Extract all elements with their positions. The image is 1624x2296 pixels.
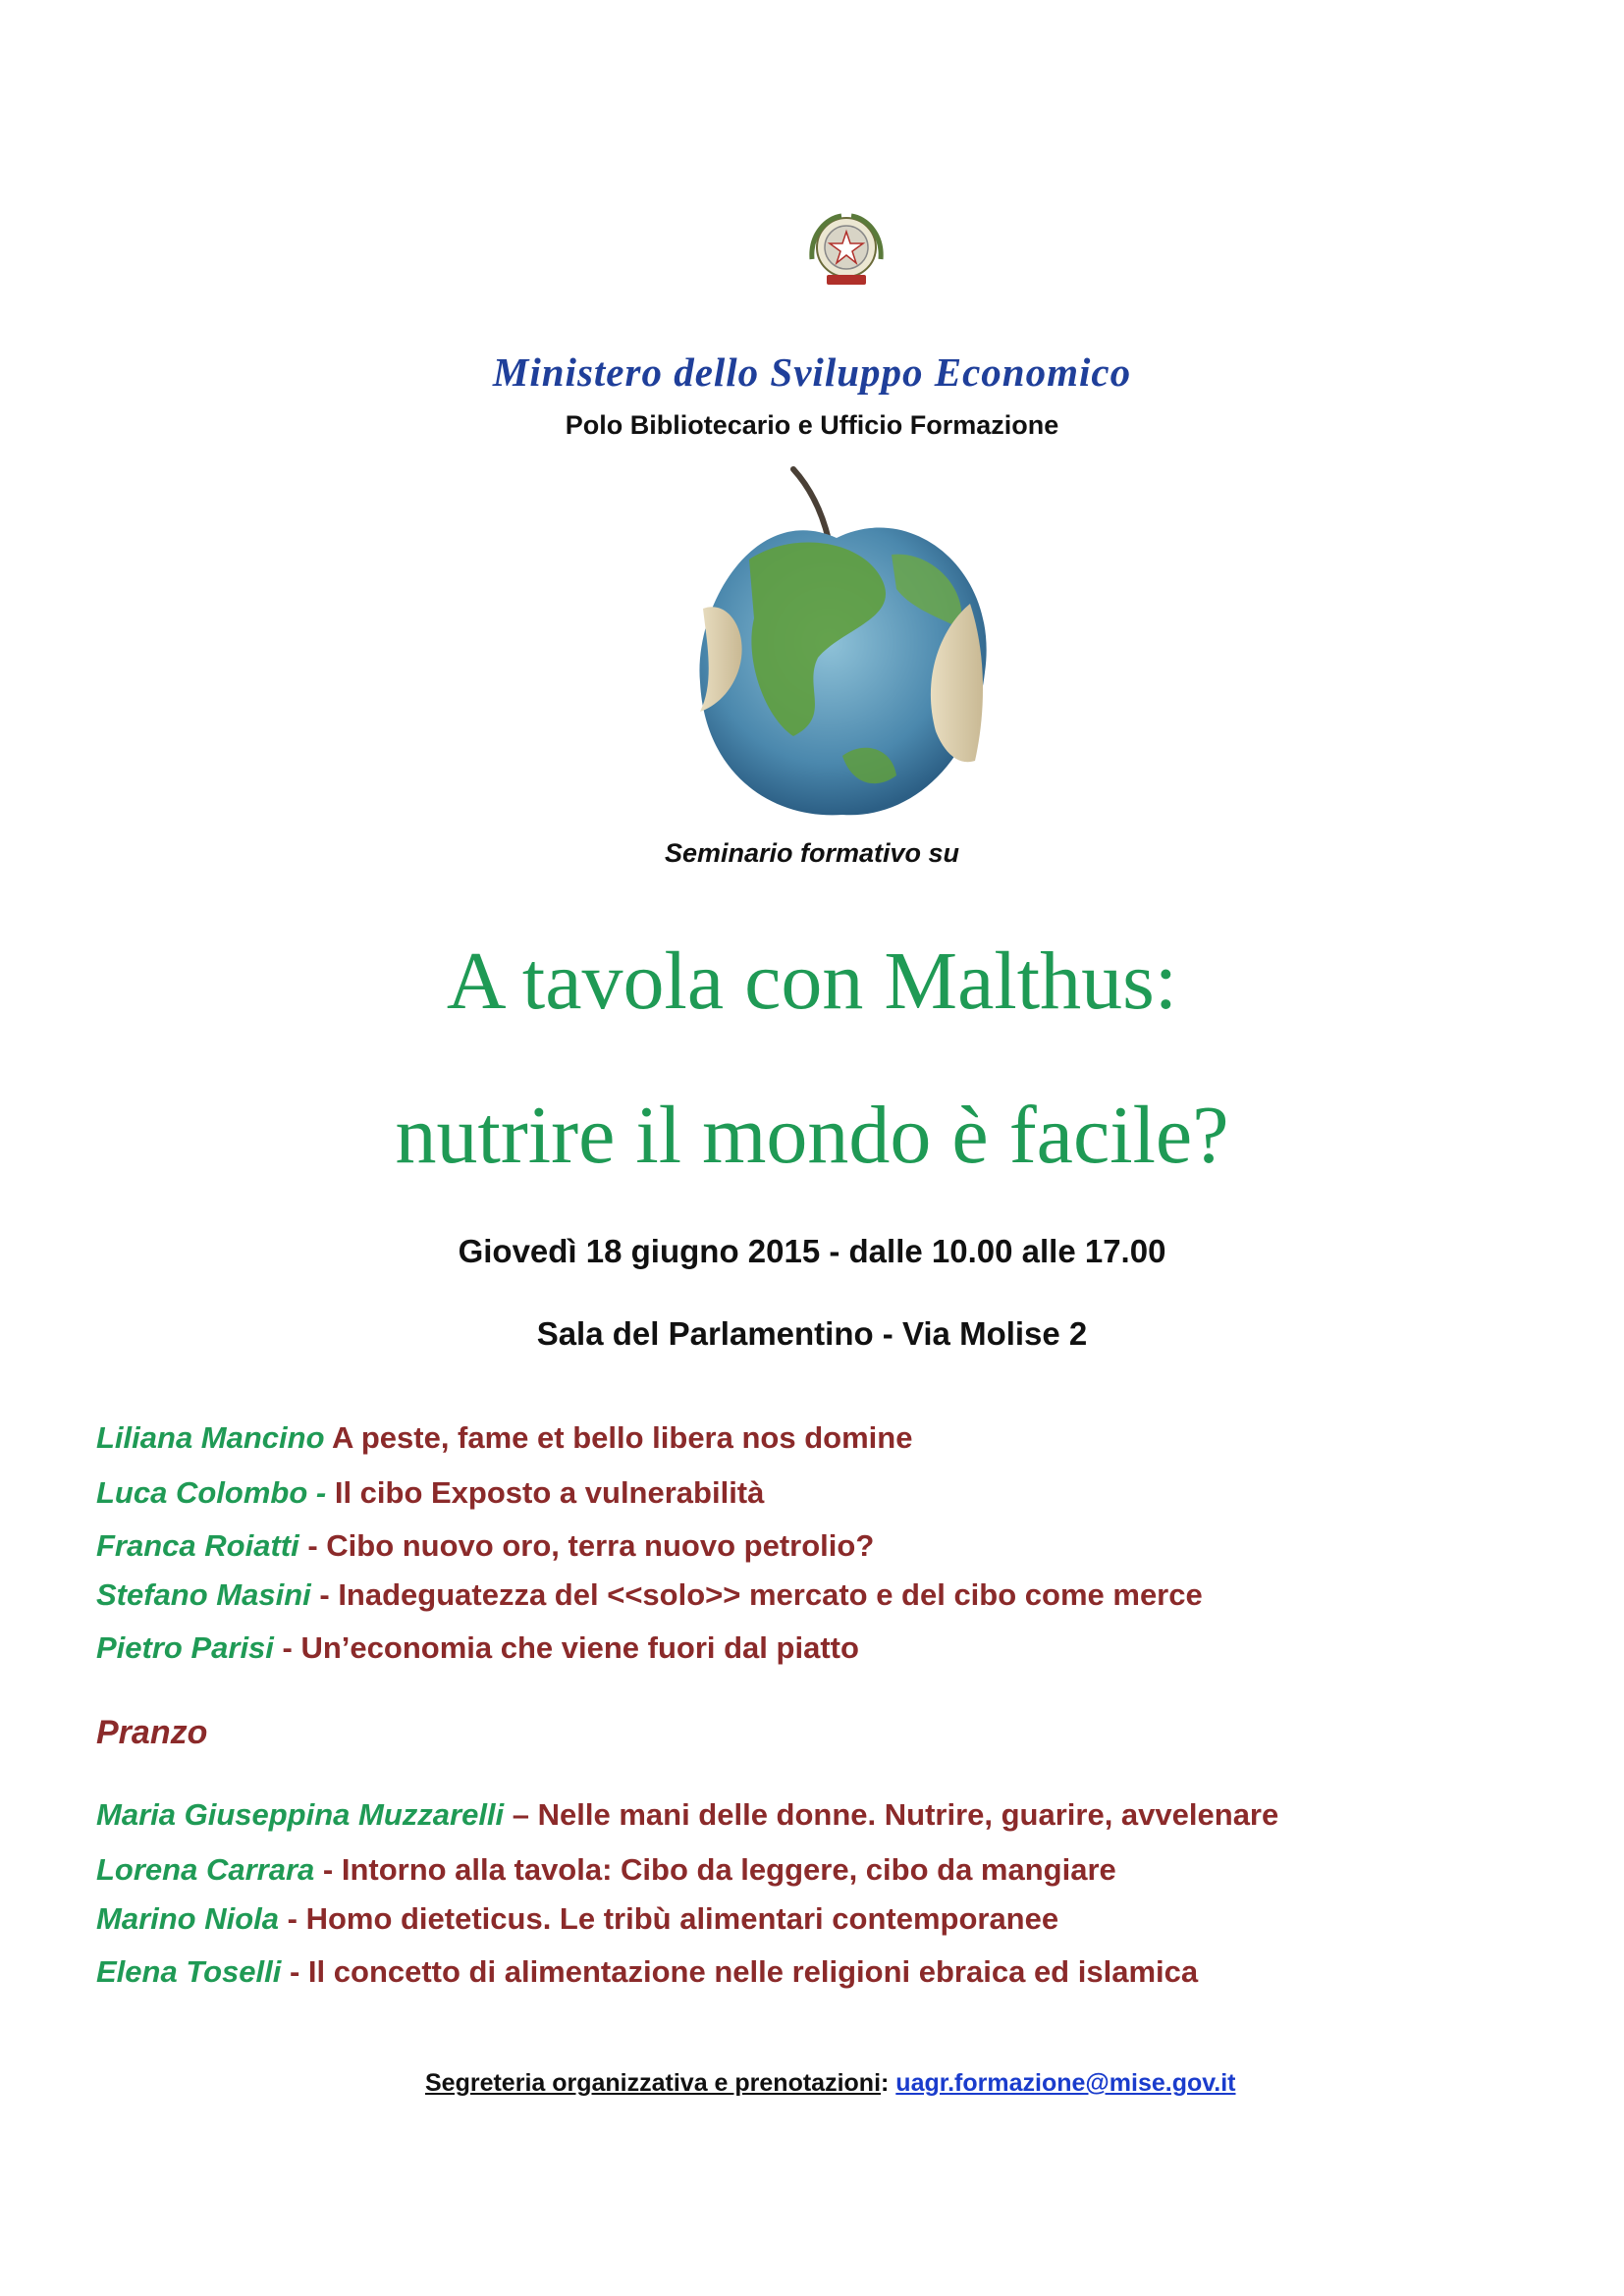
speaker-name: Lorena Carrara bbox=[96, 1852, 315, 1887]
talk-topic: Il cibo Exposto a vulnerabilità bbox=[334, 1475, 765, 1510]
talk-row bbox=[96, 1901, 1058, 1937]
talk-row bbox=[96, 1954, 1198, 1990]
speaker-name: Stefano Masini bbox=[96, 1577, 311, 1612]
talk-topic: - Cibo nuovo oro, terra nuovo petrolio? bbox=[307, 1528, 875, 1563]
title-line-2: nutrire il mondo è facile? bbox=[395, 1090, 1229, 1181]
speaker-name: Pietro Parisi bbox=[96, 1630, 274, 1665]
lunch-break: Pranzo bbox=[96, 1714, 208, 1751]
ministry-name: Ministero dello Sviluppo Economico bbox=[492, 349, 1132, 395]
speaker-name: Elena Toselli bbox=[96, 1954, 282, 1989]
speaker-name: Luca Colombo - bbox=[96, 1475, 335, 1510]
talk-row bbox=[96, 1852, 1116, 1888]
talk-topic: - Inadeguatezza del <<solo>> mercato e del cibo come merce bbox=[310, 1577, 1203, 1612]
talk-topic: - Il concetto di alimentazione nelle religioni ebraica ed islamica bbox=[281, 1954, 1199, 1989]
talk-row bbox=[96, 1475, 764, 1511]
contact-label: Segreteria organizzativa e prenotazioni bbox=[425, 2069, 882, 2097]
talk-row bbox=[96, 1797, 1278, 1833]
event-venue: Sala del Parlamentino - Via Molise 2 bbox=[536, 1315, 1088, 1352]
speaker-name: Franca Roiatti bbox=[96, 1528, 308, 1563]
earth-apple-image bbox=[646, 461, 1027, 834]
speaker-name: Liliana Mancino bbox=[96, 1420, 325, 1455]
talk-topic: - Intorno alla tavola: Cibo da leggere, cibo da mangiare bbox=[314, 1852, 1116, 1887]
talk-topic: – Nelle mani delle donne. Nutrire, guarire, avvelenare bbox=[504, 1797, 1279, 1832]
talk-row bbox=[96, 1528, 874, 1564]
title-line-1: A tavola con Malthus: bbox=[446, 935, 1178, 1027]
speaker-name: Marino Niola bbox=[96, 1901, 280, 1936]
event-date: Giovedì 18 giugno 2015 - dalle 10.00 alle 17.00 bbox=[458, 1233, 1166, 1269]
talk-topic: - Homo dieteticus. Le tribù alimentari contemporanee bbox=[279, 1901, 1059, 1936]
contact-email-link[interactable]: uagr.formazione@mise.gov.it bbox=[895, 2069, 1236, 2097]
talk-row bbox=[96, 1577, 1203, 1613]
speaker-name: Maria Giuseppina Muzzarelli bbox=[96, 1797, 505, 1832]
office-name: Polo Bibliotecario e Ufficio Formazione bbox=[565, 410, 1059, 440]
talk-topic: A peste, fame et bello libera nos domine bbox=[324, 1420, 913, 1455]
talk-row bbox=[96, 1630, 859, 1666]
republic-emblem-icon bbox=[783, 204, 910, 302]
talk-topic: - Un’economia che viene fuori dal piatto bbox=[273, 1630, 859, 1665]
seminar-intro: Seminario formativo su bbox=[664, 838, 960, 868]
contact-footer bbox=[425, 2069, 1236, 2098]
contact-separator: : bbox=[881, 2069, 896, 2097]
talk-row bbox=[96, 1420, 912, 1456]
